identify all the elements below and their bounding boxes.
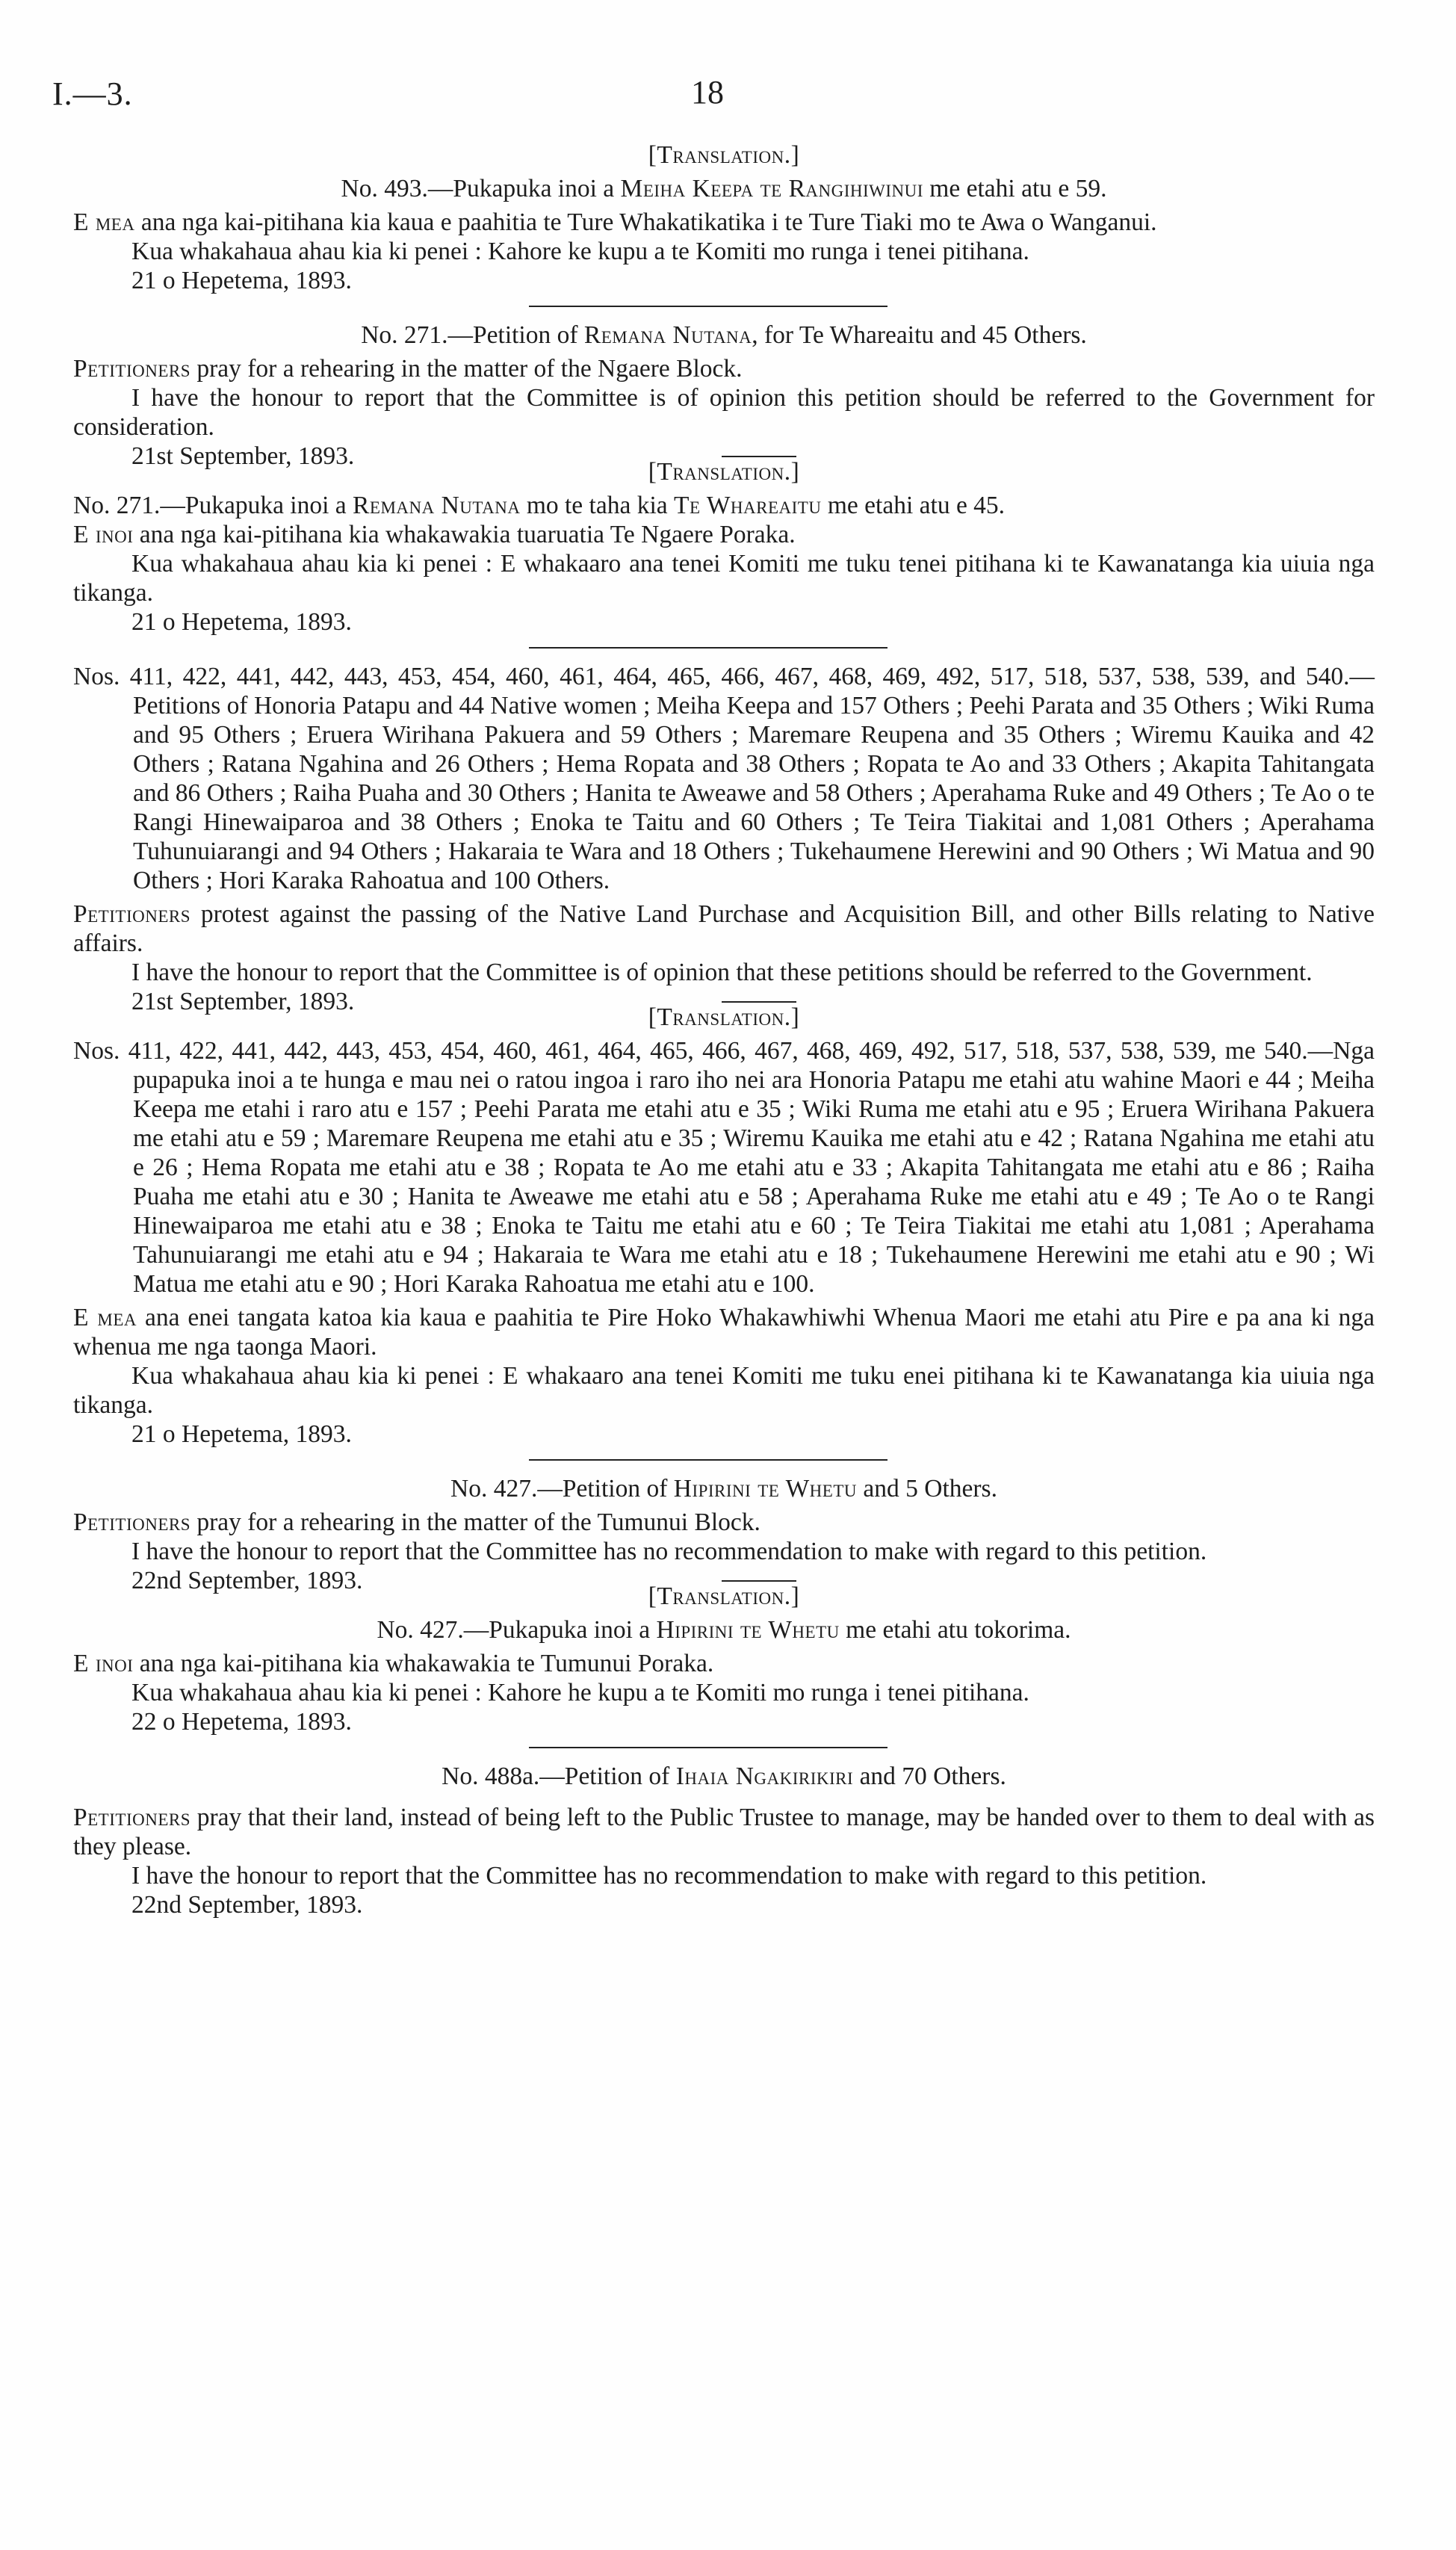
- title-prefix: No. 493.—Pukapuka inoi a: [341, 175, 615, 202]
- report-date: 21 o Hepetema, 1893.: [131, 1420, 352, 1448]
- petition-title: [73, 1615, 1375, 1644]
- translation-label: [Translation.]: [648, 141, 800, 169]
- title-suffix: me etahi atu tokorima.: [846, 1616, 1071, 1644]
- section-divider: [529, 647, 887, 649]
- committee-report: Kua whakahaua ahau kia ki penei : Kahore he kupu a te Komiti mo runga i tenei pitihana.: [131, 1679, 1029, 1706]
- section-271: [73, 321, 1375, 470]
- title-prefix: No. 427.—Pukapuka inoi a: [377, 1616, 651, 1644]
- report-date: 21st September, 1893.: [131, 442, 355, 470]
- petition-body: [73, 208, 1375, 237]
- petitioner-name: Remana Nutana: [583, 321, 752, 349]
- petition-body: [73, 1803, 1375, 1861]
- body-text: pray for a rehearing in the matter of the Tumunui Block.: [196, 1508, 760, 1536]
- body-text: pray for a rehearing in the matter of the Ngaere Block.: [196, 355, 743, 383]
- title-suffix: me etahi atu e 45.: [827, 492, 1006, 519]
- body-text: protest against the passing of the Native Land Purchase and Acquisition Bill, and other Bills relating to Native affairs.: [73, 900, 1375, 957]
- title-suffix: me etahi atu e 59.: [929, 175, 1107, 202]
- body-lead: Petitioners: [73, 900, 190, 928]
- committee-report: Kua whakahaua ahau kia ki penei : E whakaaro ana tenei Komiti me tuku tenei pitihana ki te Kawanatanga kia uiuia nga tikanga.: [73, 550, 1375, 607]
- committee-report: Kua whakahaua ahau kia ki penei : Kahore ke kupu a te Komiti mo runga i tenei pitihana.: [131, 238, 1029, 265]
- committee-report: I have the honour to report that the Committee has no recommendation to make with regard to this petition.: [131, 1862, 1207, 1890]
- petitioner-name: Ihaia Ngakirikiri: [675, 1763, 854, 1790]
- page-content: [73, 140, 1375, 1919]
- title-suffix: and 5 Others.: [863, 1475, 997, 1503]
- petitioner-name: Meiha Keepa te Rangihiwinui: [620, 175, 923, 202]
- body-text: ana nga kai-pitihana kia kaua e paahitia te Ture Whakatikatika i te Ture Tiaki mo te Awa o Wanganui.: [140, 208, 1157, 236]
- title-prefix: No. 488a.—Petition of: [442, 1763, 670, 1790]
- body-text: ana enei tangata katoa kia kaua e paahitia te Pire Hoko Whakawhiwhi Whenua Maori me etahi atu Pire e pa ana ki nga whenua me nga taonga Maori.: [73, 1304, 1375, 1361]
- body-lead: Petitioners: [73, 1508, 190, 1536]
- petition-title: [73, 1474, 1375, 1503]
- section-divider: [529, 1747, 887, 1748]
- petition-body: [73, 354, 1375, 383]
- section-488a: [73, 1762, 1375, 1919]
- title-mid: mo te taha kia: [526, 492, 668, 519]
- report-date: 22 o Hepetema, 1893.: [131, 1708, 352, 1736]
- section-271-translation: [73, 457, 1375, 649]
- title-prefix: No. 271.—Pukapuka inoi a: [73, 492, 347, 519]
- petition-title: Nos. 411, 422, 441, 442, 443, 453, 454, 460, 461, 464, 465, 466, 467, 468, 469, 492, 517, 518, 537, 538, 539, and 540.—Petitions of Honoria Patapu and 44 Native women ; Meiha Keepa and 157 Others ; Peehi Parata and 35 Others ; Wiki Ruma and 95 Others ; Eruera Wirihana Pakuera and 59 Others ; Maremare Reupena and 35 Others ; Wiremu Kauika and 42 Others ; Ratana Ngahina and 26 Others ; Hema Ropata and 38 Others ; Ropata te Ao and 33 Others ; Akapita Tahitangata and 86 Others ; Raiha Puaha and 30 Others ; Hanita te Aweawe and 58 Others ; Aperahama Ruke and 49 Others ; Te Ao o te Rangi Hinewaiparoa and 38 Others ; Enoka te Taitu and 60 Others ; Te Teira Tiakitai and 1,081 Others ; Aperahama Tuhunuiarangi and 94 Others ; Hakaraia te Wara and 18 Others ; Tukehaumene Herewini and 90 Others ; Wi Matua and 90 Others ; Hori Karaka Rahoatua and 100 Others.: [73, 663, 1375, 894]
- body-lead: E inoi: [73, 1650, 134, 1677]
- report-date: 21 o Hepetema, 1893.: [131, 608, 352, 636]
- title-suffix: , for Te Whareaitu and 45 Others.: [752, 321, 1087, 349]
- petition-body: [73, 520, 1375, 549]
- title-suffix: and 70 Others.: [859, 1763, 1006, 1790]
- committee-report: I have the honour to report that the Committee is of opinion this petition should be referred to the Government for consideration.: [73, 384, 1375, 441]
- petition-title: [73, 321, 1375, 350]
- translation-label: [Translation.]: [648, 1582, 800, 1610]
- report-date: 22nd September, 1893.: [131, 1891, 363, 1919]
- section-493-translation: [73, 140, 1375, 307]
- body-text: ana nga kai-pitihana kia whakawakia te Tumunui Poraka.: [139, 1650, 714, 1677]
- petition-body: [73, 1303, 1375, 1361]
- body-lead: Petitioners: [73, 355, 190, 383]
- petitioner-name: Hipirini te Whetu: [656, 1616, 840, 1644]
- section-411-translation: [73, 1003, 1375, 1461]
- petitioner-name: Hipirini te Whetu: [673, 1475, 858, 1503]
- body-lead: Petitioners: [73, 1804, 190, 1831]
- translation-label: [Translation.]: [648, 1003, 800, 1031]
- report-date: 22nd September, 1893.: [131, 1567, 363, 1594]
- title-prefix: No. 427.—Petition of: [450, 1475, 668, 1503]
- body-lead: E mea: [73, 208, 135, 236]
- petition-body: [73, 900, 1375, 958]
- series-label: I.—3.: [52, 75, 133, 112]
- body-lead: E inoi: [73, 521, 134, 548]
- petitioner-name: Remana Nutana: [353, 492, 521, 519]
- section-427-translation: [73, 1582, 1375, 1748]
- section-427: [73, 1474, 1375, 1594]
- translation-label: [Translation.]: [648, 458, 800, 486]
- petition-title: [73, 1762, 1375, 1791]
- title-prefix: No. 271.—Petition of: [361, 321, 578, 349]
- committee-report: I have the honour to report that the Committee has no recommendation to make with regard to this petition.: [131, 1538, 1207, 1565]
- report-date: 21 o Hepetema, 1893.: [131, 267, 352, 294]
- committee-report: Kua whakahaua ahau kia ki penei : E whakaaro ana tenei Komiti me tuku enei pitihana ki te Kawanatanga kia uiuia nga tikanga.: [73, 1362, 1375, 1419]
- petition-body: [73, 1508, 1375, 1537]
- report-date: 21st September, 1893.: [131, 988, 355, 1015]
- body-lead: E mea: [73, 1304, 137, 1331]
- petition-title: [73, 174, 1375, 203]
- body-text: pray that their land, instead of being left to the Public Trustee to manage, may be handed over to them to deal with as they please.: [73, 1804, 1375, 1860]
- page-number: 18: [691, 74, 724, 111]
- committee-report: I have the honour to report that the Committee is of opinion that these petitions should be referred to the Government.: [131, 959, 1313, 986]
- section-411-group: [73, 662, 1375, 1015]
- petition-body: [73, 1649, 1375, 1678]
- petition-title: Nos. 411, 422, 441, 442, 443, 453, 454, 460, 461, 464, 465, 466, 467, 468, 469, 492, 517, 518, 537, 538, 539, me 540.—Nga pupapuka inoi a te hunga e mau nei o ratou ingoa i raro iho nei ara Honoria Patapu me etahi atu wahine Maori e 44 ; Meiha Keepa me etahi i raro atu e 157 ; Peehi Parata me etahi atu e 35 ; Wiki Ruma me etahi atu e 95 ; Eruera Wirihana Pakuera me etahi atu e 59 ; Maremare Reupena me etahi atu e 35 ; Wiremu Kauika me etahi atu e 42 ; Ratana Ngahina me etahi atu e 26 ; Hema Ropata me etahi atu e 38 ; Ropata te Ao me etahi atu e 33 ; Akapita Tahitangata me etahi atu e 86 ; Raiha Puaha me etahi atu e 30 ; Hanita te Aweawe me etahi atu e 58 ; Aperahama Ruke me etahi atu e 49 ; Te Ao o te Rangi Hinewaiparoa me etahi atu e 38 ; Enoka te Taitu me etahi atu e 60 ; Te Teira Tiakitai me etahi atu 1,081 ; Aperahama Tahunuiarangi me etahi atu e 94 ; Hakaraia te Wara me etahi atu e 18 ; Tukehaumene Herewini me etahi atu e 90 ; Wi Matua me etahi atu e 90 ; Hori Karaka Rahoatua me etahi atu e 100.: [73, 1037, 1375, 1298]
- section-divider: [529, 1459, 887, 1461]
- body-text: ana nga kai-pitihana kia whakawakia tuaruatia Te Ngaere Poraka.: [139, 521, 796, 548]
- petitioner-name-2: Te Whareaitu: [674, 492, 822, 519]
- section-divider: [529, 306, 887, 307]
- petition-title: [73, 491, 1375, 520]
